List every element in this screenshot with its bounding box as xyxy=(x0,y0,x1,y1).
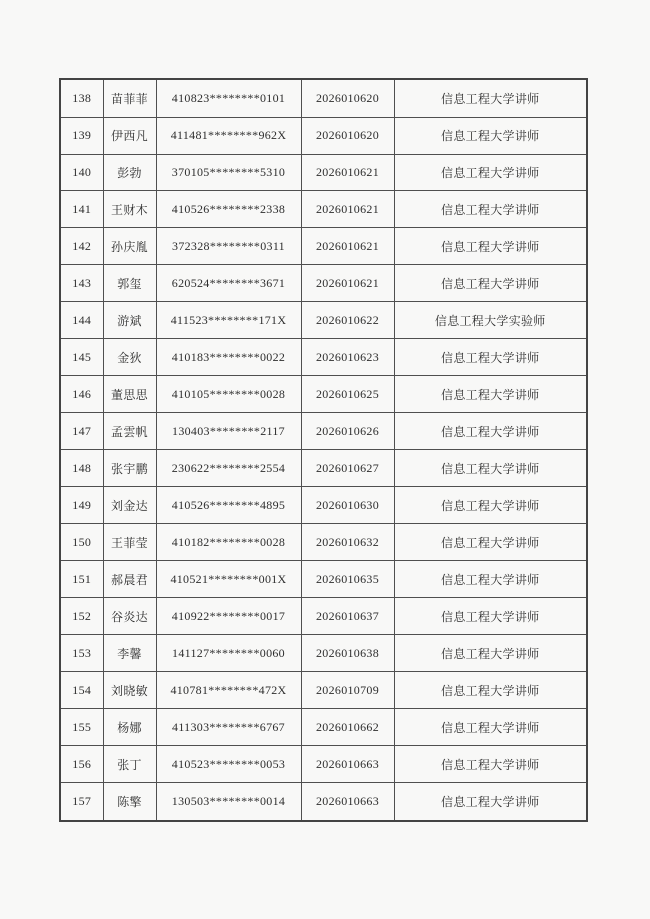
id-number-cell: 620524********3671 xyxy=(156,265,301,302)
id-number-cell: 410105********0028 xyxy=(156,376,301,413)
table-row xyxy=(60,265,587,302)
row-number-cell: 142 xyxy=(60,228,103,265)
row-number-cell: 153 xyxy=(60,635,103,672)
title-cell: 信息工程大学讲师 xyxy=(394,154,587,191)
table-row xyxy=(60,783,587,821)
title-cell: 信息工程大学讲师 xyxy=(394,635,587,672)
id-number-cell: 410922********0017 xyxy=(156,598,301,635)
name-cell: 金狄 xyxy=(103,339,156,376)
admission-number-cell: 2026010620 xyxy=(301,79,394,117)
table-row xyxy=(60,561,587,598)
row-number-cell: 141 xyxy=(60,191,103,228)
title-cell: 信息工程大学讲师 xyxy=(394,339,587,376)
row-number-cell: 157 xyxy=(60,783,103,821)
id-number-cell: 410781********472X xyxy=(156,672,301,709)
name-cell: 谷炎达 xyxy=(103,598,156,635)
table-row xyxy=(60,376,587,413)
table-row xyxy=(60,709,587,746)
title-cell: 信息工程大学讲师 xyxy=(394,487,587,524)
name-cell: 游斌 xyxy=(103,302,156,339)
title-cell: 信息工程大学讲师 xyxy=(394,561,587,598)
admission-number-cell: 2026010621 xyxy=(301,228,394,265)
row-number-cell: 155 xyxy=(60,709,103,746)
title-cell: 信息工程大学讲师 xyxy=(394,524,587,561)
title-cell: 信息工程大学讲师 xyxy=(394,376,587,413)
name-cell: 张丁 xyxy=(103,746,156,783)
table-body xyxy=(60,79,587,821)
admission-number-cell: 2026010623 xyxy=(301,339,394,376)
id-number-cell: 411303********6767 xyxy=(156,709,301,746)
title-cell: 信息工程大学讲师 xyxy=(394,746,587,783)
id-number-cell: 370105********5310 xyxy=(156,154,301,191)
table-row xyxy=(60,413,587,450)
admission-number-cell: 2026010625 xyxy=(301,376,394,413)
id-number-cell: 410823********0101 xyxy=(156,79,301,117)
row-number-cell: 138 xyxy=(60,79,103,117)
admission-number-cell: 2026010635 xyxy=(301,561,394,598)
title-cell: 信息工程大学讲师 xyxy=(394,265,587,302)
table-row xyxy=(60,672,587,709)
title-cell: 信息工程大学讲师 xyxy=(394,117,587,154)
title-cell: 信息工程大学讲师 xyxy=(394,598,587,635)
id-number-cell: 410182********0028 xyxy=(156,524,301,561)
table-row xyxy=(60,746,587,783)
id-number-cell: 130503********0014 xyxy=(156,783,301,821)
name-cell: 郭玺 xyxy=(103,265,156,302)
row-number-cell: 143 xyxy=(60,265,103,302)
id-number-cell: 141127********0060 xyxy=(156,635,301,672)
roster-table xyxy=(59,78,588,822)
row-number-cell: 147 xyxy=(60,413,103,450)
row-number-cell: 146 xyxy=(60,376,103,413)
row-number-cell: 151 xyxy=(60,561,103,598)
admission-number-cell: 2026010662 xyxy=(301,709,394,746)
title-cell: 信息工程大学讲师 xyxy=(394,413,587,450)
table-row xyxy=(60,117,587,154)
admission-number-cell: 2026010630 xyxy=(301,487,394,524)
admission-number-cell: 2026010637 xyxy=(301,598,394,635)
name-cell: 李馨 xyxy=(103,635,156,672)
id-number-cell: 372328********0311 xyxy=(156,228,301,265)
name-cell: 张宇鹏 xyxy=(103,450,156,487)
admission-number-cell: 2026010626 xyxy=(301,413,394,450)
admission-number-cell: 2026010621 xyxy=(301,191,394,228)
row-number-cell: 139 xyxy=(60,117,103,154)
admission-number-cell: 2026010621 xyxy=(301,265,394,302)
name-cell: 陈擎 xyxy=(103,783,156,821)
admission-number-cell: 2026010627 xyxy=(301,450,394,487)
name-cell: 孟雲帆 xyxy=(103,413,156,450)
id-number-cell: 410183********0022 xyxy=(156,339,301,376)
title-cell: 信息工程大学讲师 xyxy=(394,79,587,117)
admission-number-cell: 2026010709 xyxy=(301,672,394,709)
admission-number-cell: 2026010632 xyxy=(301,524,394,561)
table-row xyxy=(60,302,587,339)
id-number-cell: 411523********171X xyxy=(156,302,301,339)
name-cell: 伊西凡 xyxy=(103,117,156,154)
row-number-cell: 145 xyxy=(60,339,103,376)
row-number-cell: 144 xyxy=(60,302,103,339)
id-number-cell: 230622********2554 xyxy=(156,450,301,487)
name-cell: 杨娜 xyxy=(103,709,156,746)
title-cell: 信息工程大学讲师 xyxy=(394,709,587,746)
id-number-cell: 130403********2117 xyxy=(156,413,301,450)
id-number-cell: 410521********001X xyxy=(156,561,301,598)
title-cell: 信息工程大学讲师 xyxy=(394,450,587,487)
title-cell: 信息工程大学讲师 xyxy=(394,228,587,265)
name-cell: 董思思 xyxy=(103,376,156,413)
table-row xyxy=(60,598,587,635)
row-number-cell: 156 xyxy=(60,746,103,783)
name-cell: 郝晨君 xyxy=(103,561,156,598)
title-cell: 信息工程大学实验师 xyxy=(394,302,587,339)
table-row xyxy=(60,154,587,191)
table-row xyxy=(60,191,587,228)
id-number-cell: 410526********4895 xyxy=(156,487,301,524)
admission-number-cell: 2026010638 xyxy=(301,635,394,672)
table-row xyxy=(60,228,587,265)
id-number-cell: 410523********0053 xyxy=(156,746,301,783)
row-number-cell: 150 xyxy=(60,524,103,561)
title-cell: 信息工程大学讲师 xyxy=(394,191,587,228)
name-cell: 刘金达 xyxy=(103,487,156,524)
admission-number-cell: 2026010622 xyxy=(301,302,394,339)
table-row xyxy=(60,487,587,524)
admission-number-cell: 2026010663 xyxy=(301,783,394,821)
title-cell: 信息工程大学讲师 xyxy=(394,783,587,821)
admission-number-cell: 2026010621 xyxy=(301,154,394,191)
title-cell: 信息工程大学讲师 xyxy=(394,672,587,709)
admission-number-cell: 2026010663 xyxy=(301,746,394,783)
name-cell: 苗菲菲 xyxy=(103,79,156,117)
id-number-cell: 411481********962X xyxy=(156,117,301,154)
admission-number-cell: 2026010620 xyxy=(301,117,394,154)
table-row xyxy=(60,635,587,672)
row-number-cell: 152 xyxy=(60,598,103,635)
table-row xyxy=(60,79,587,117)
name-cell: 孙庆胤 xyxy=(103,228,156,265)
name-cell: 刘晓敏 xyxy=(103,672,156,709)
table-row xyxy=(60,339,587,376)
row-number-cell: 148 xyxy=(60,450,103,487)
row-number-cell: 154 xyxy=(60,672,103,709)
table-row xyxy=(60,524,587,561)
row-number-cell: 140 xyxy=(60,154,103,191)
table-row xyxy=(60,450,587,487)
row-number-cell: 149 xyxy=(60,487,103,524)
name-cell: 彭勃 xyxy=(103,154,156,191)
name-cell: 王菲莹 xyxy=(103,524,156,561)
id-number-cell: 410526********2338 xyxy=(156,191,301,228)
name-cell: 王财木 xyxy=(103,191,156,228)
